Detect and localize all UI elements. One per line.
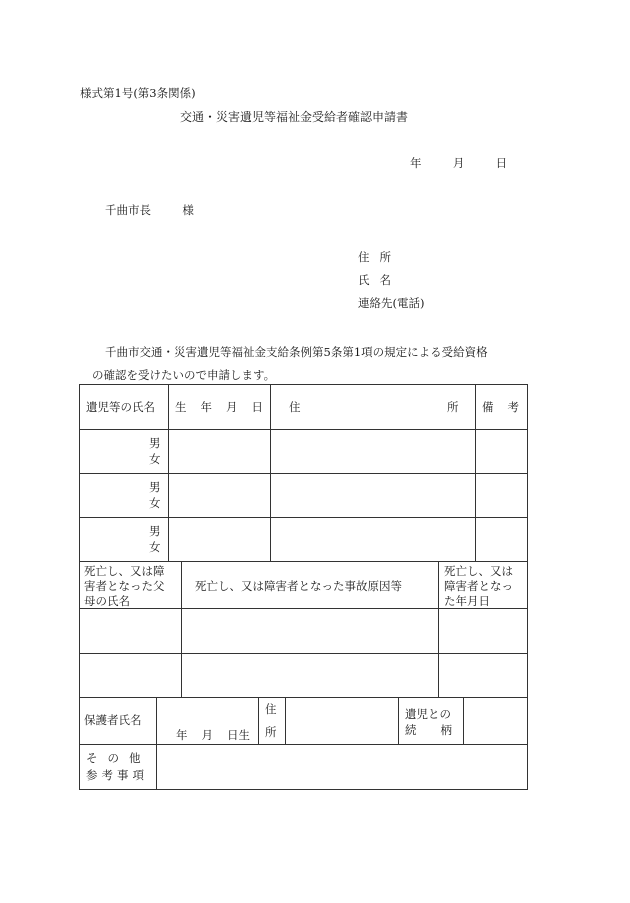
- other-label2-char-4: 項: [132, 768, 144, 782]
- form-number: 様式第1号(第3条関係): [80, 86, 196, 100]
- other-label2-char-2: 考: [101, 768, 113, 782]
- col-line: [156, 697, 157, 790]
- header-remarks: [482, 399, 519, 416]
- header-birth-date: [175, 399, 263, 416]
- guardian-address-label-2: 所: [265, 725, 277, 739]
- header-remarks-char-1: 備: [482, 400, 494, 414]
- gender-female: 女: [149, 496, 161, 510]
- gender-female: 女: [149, 540, 161, 554]
- relation-label-2: [405, 722, 452, 739]
- col-line: [285, 697, 286, 744]
- col-line: [258, 697, 259, 744]
- row-line: [79, 697, 528, 698]
- guardian-birth-month: 月: [201, 728, 213, 742]
- applicant-address-char-2: 所: [379, 250, 391, 264]
- header-parent-name-1: 死亡し、又は障: [84, 564, 165, 578]
- relation-label-char-2: 柄: [440, 723, 452, 737]
- row-line: [79, 744, 528, 745]
- header-birth-char-3: 月: [226, 400, 238, 414]
- applicant-address-char-1: 住: [358, 250, 370, 264]
- header-date-3: た年月日: [444, 594, 490, 608]
- other-label2-char-1: 参: [86, 768, 98, 782]
- applicant-contact-label: 連絡先(電話): [358, 296, 425, 310]
- row-line: [79, 429, 528, 430]
- header-parent-name-3: 母の氏名: [84, 594, 130, 608]
- guardian-address-label-1: 住: [265, 702, 277, 716]
- col-line: [398, 697, 399, 744]
- date-day-label: 日: [495, 156, 508, 170]
- relation-label-char-1: 続: [405, 723, 417, 737]
- addressee: [105, 202, 194, 218]
- table-border-left: [79, 384, 80, 790]
- header-address-2: 所: [447, 400, 459, 414]
- header-date-2: 障害者となっ: [444, 579, 513, 593]
- header-address-1: 住: [289, 400, 301, 414]
- other-label-char-2: の: [107, 751, 119, 765]
- addressee-honorific: 様: [182, 203, 194, 217]
- applicant-address-label: [358, 249, 391, 265]
- header-child-name: 遺児等の氏名: [86, 400, 155, 414]
- guardian-birth-year: 年: [176, 728, 188, 742]
- table-border-right: [527, 384, 528, 790]
- applicant-name-label: [358, 272, 391, 288]
- header-date-1: 死亡し、又は: [444, 564, 513, 578]
- col-line: [475, 384, 476, 561]
- other-label-char-3: 他: [129, 751, 141, 765]
- date-line: [410, 155, 507, 171]
- form-title: 交通・災害遺児等福祉金受給者確認申請書: [180, 110, 409, 124]
- body-text-line-2: の確認を受けたいので申請します。: [92, 368, 276, 382]
- header-remarks-char-2: 考: [507, 400, 519, 414]
- gender-male: 男: [149, 524, 161, 538]
- other-label-char-1: そ: [86, 751, 98, 765]
- col-line: [438, 561, 439, 697]
- row-line: [79, 561, 528, 562]
- header-birth-char-2: 年: [200, 400, 212, 414]
- row-line: [79, 473, 528, 474]
- table-border-top: [79, 384, 528, 385]
- body-text-line-1: 千曲市交通・災害遺児等福祉金支給条例第5条第1項の規定による受給資格: [105, 345, 488, 359]
- applicant-name-char-1: 氏: [358, 273, 370, 287]
- gender-male: 男: [149, 480, 161, 494]
- header-birth-char-4: 日: [251, 400, 263, 414]
- guardian-birth-day: 日生: [227, 728, 250, 742]
- col-line: [168, 384, 169, 561]
- col-line: [270, 384, 271, 561]
- gender-male: 男: [149, 436, 161, 450]
- col-line: [181, 561, 182, 697]
- date-month-label: 月: [452, 156, 465, 170]
- gender-female: 女: [149, 452, 161, 466]
- guardian-name-label: 保護者氏名: [84, 713, 142, 727]
- row-line: [79, 653, 528, 654]
- header-parent-name-2: 害者となった父: [84, 579, 165, 593]
- other-label2-char-3: 事: [117, 768, 129, 782]
- relation-label-1: 遺児との: [405, 707, 451, 721]
- other-label-1: [86, 750, 141, 767]
- row-line: [79, 517, 528, 518]
- header-birth-char-1: 生: [175, 400, 187, 414]
- date-year-label: 年: [410, 156, 422, 170]
- applicant-name-char-2: 名: [379, 273, 391, 287]
- col-line: [463, 697, 464, 744]
- guardian-birth: [176, 727, 250, 744]
- header-cause: 死亡し、又は障害者となった事故原因等: [195, 579, 402, 593]
- table-border-bottom: [79, 789, 528, 790]
- addressee-name: 千曲市長: [105, 203, 151, 217]
- other-label-2: [86, 767, 144, 784]
